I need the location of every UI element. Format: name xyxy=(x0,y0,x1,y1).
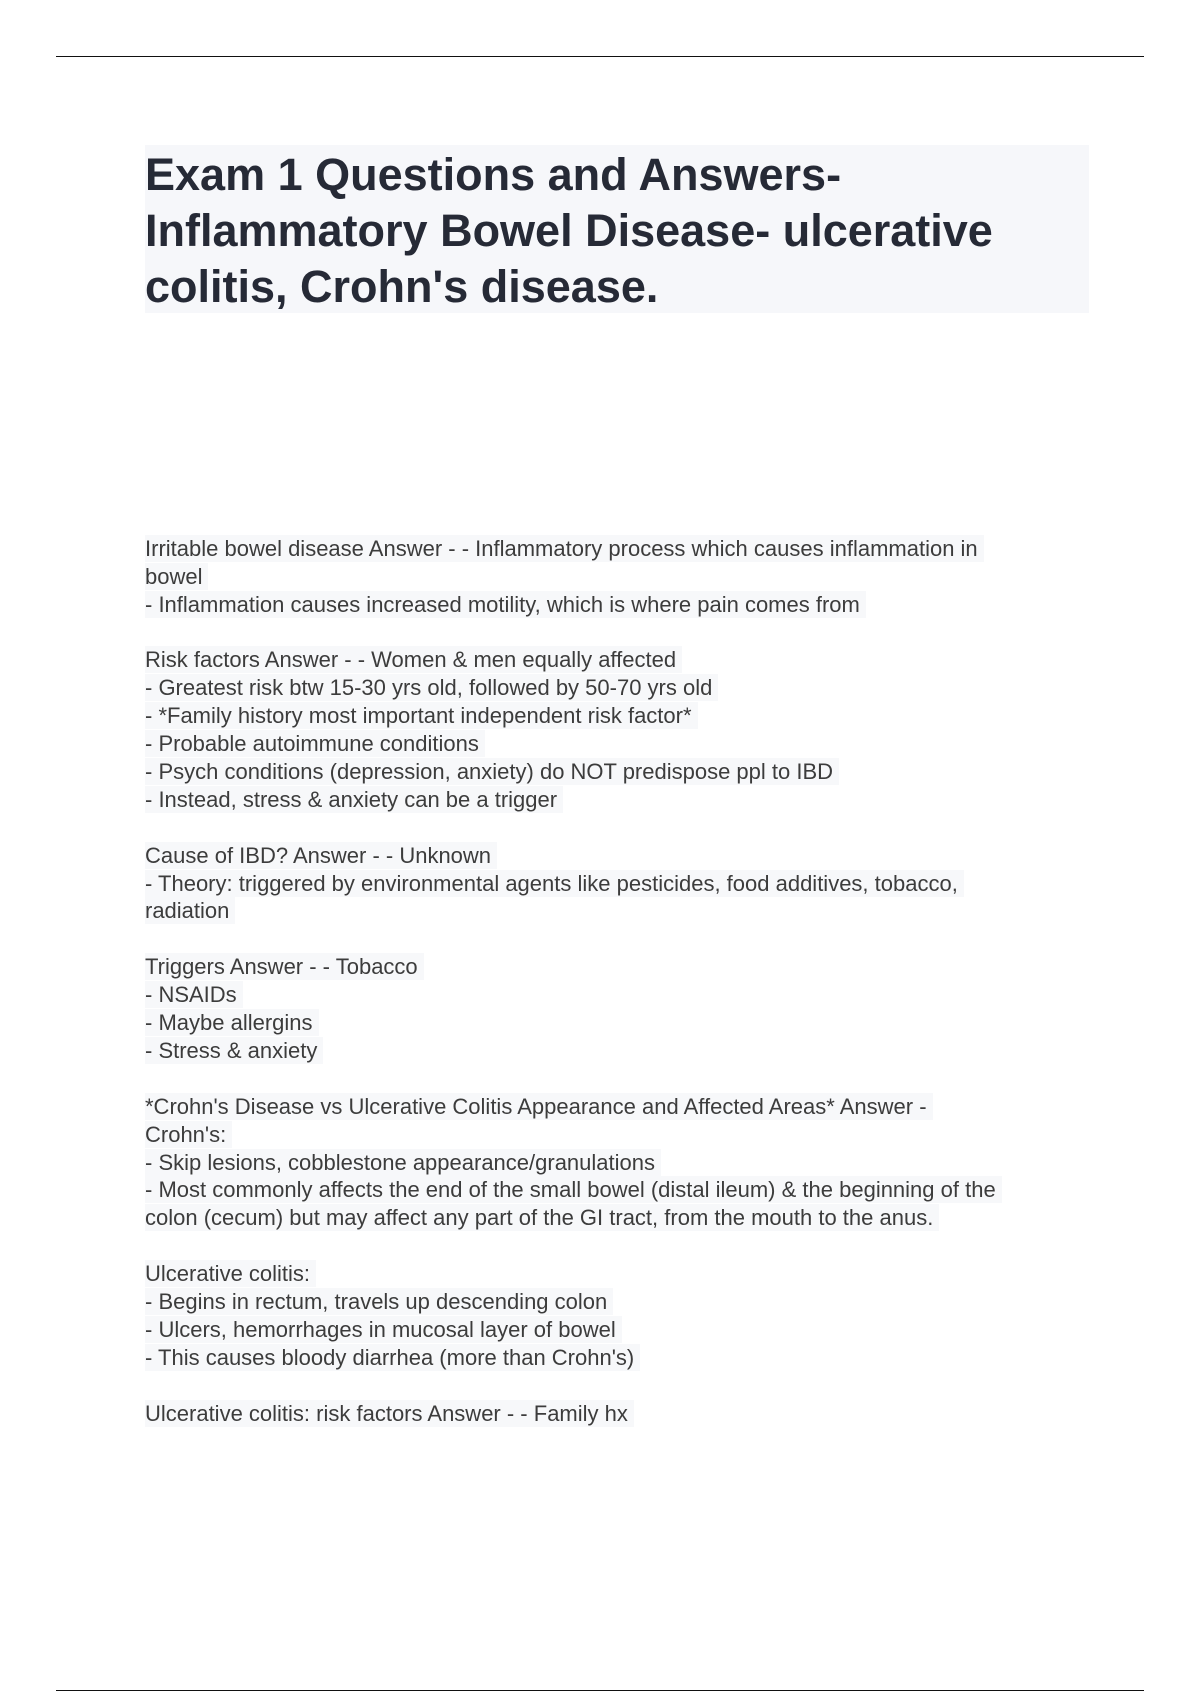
body-line: bowel xyxy=(145,563,208,590)
body-line: - NSAIDs xyxy=(145,981,243,1008)
title-line: Inflammatory Bowel Disease- ulcerative xyxy=(145,205,993,256)
body-line: colon (cecum) but may affect any part of the GI tract, from the mouth to the anus. xyxy=(145,1204,939,1231)
title-line: Exam 1 Questions and Answers- xyxy=(145,149,842,200)
body-line: - Begins in rectum, travels up descending colon xyxy=(145,1288,613,1315)
body-line: Irritable bowel disease Answer - - Inflammatory process which causes inflammation in xyxy=(145,535,984,562)
bottom-divider xyxy=(56,1690,1144,1691)
top-divider xyxy=(56,56,1144,57)
body-line: - Stress & anxiety xyxy=(145,1037,323,1064)
body-line: Cause of IBD? Answer - - Unknown xyxy=(145,842,497,869)
body-line: - Skip lesions, cobblestone appearance/granulations xyxy=(145,1149,661,1176)
body-line: Risk factors Answer - - Women & men equally affected xyxy=(145,646,682,673)
body-line: *Crohn's Disease vs Ulcerative Colitis Appearance and Affected Areas* Answer - xyxy=(145,1093,933,1120)
body-line: Ulcerative colitis: xyxy=(145,1260,316,1287)
body-line: radiation xyxy=(145,897,235,924)
body-line: - Greatest risk btw 15-30 yrs old, followed by 50-70 yrs old xyxy=(145,674,718,701)
body-line: - Instead, stress & anxiety can be a trigger xyxy=(145,786,563,813)
body-line: Crohn's: xyxy=(145,1121,232,1148)
body-line: Ulcerative colitis: risk factors Answer - - Family hx xyxy=(145,1400,634,1427)
body-line: - Probable autoimmune conditions xyxy=(145,730,485,757)
body-line: - Inflammation causes increased motility, which is where pain comes from xyxy=(145,591,866,618)
body-line: - Maybe allergins xyxy=(145,1009,319,1036)
body-line: - This causes bloody diarrhea (more than Crohn's) xyxy=(145,1344,640,1371)
body-line: - Ulcers, hemorrhages in mucosal layer of bowel xyxy=(145,1316,622,1343)
body-line: Triggers Answer - - Tobacco xyxy=(145,953,424,980)
document-title xyxy=(145,145,1089,313)
body-line: - Theory: triggered by environmental agents like pesticides, food additives, tobacco, xyxy=(145,870,964,897)
body-line: - Most commonly affects the end of the small bowel (distal ileum) & the beginning of the xyxy=(145,1176,1002,1203)
body-line: - *Family history most important independent risk factor* xyxy=(145,702,698,729)
body-line: - Psych conditions (depression, anxiety) do NOT predispose ppl to IBD xyxy=(145,758,839,785)
title-line: colitis, Crohn's disease. xyxy=(145,261,659,312)
